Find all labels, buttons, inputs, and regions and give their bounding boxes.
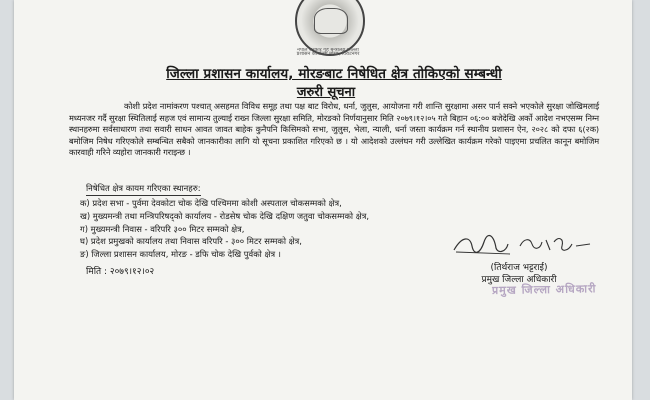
list-item: ख) मुख्यमन्त्री तथा मन्त्रिपरिषद्को कार्यालय - रोडसेष चोक देखि दक्षिण जतुवा चोकसम्मको क्षेत्र, xyxy=(80,210,370,221)
emblem-caption: नेपाल सरकार गृह मन्त्रालय जिल्ला प्रशासन कार्यालय मोरङ, विराटनगर xyxy=(296,48,360,56)
handwritten-signature-icon xyxy=(450,232,600,258)
signatory-name: (तिर्थराज भट्टराई) xyxy=(490,263,548,273)
notice-subtitle: जरुरी सूचना xyxy=(296,85,356,100)
list-item: घ) प्रदेश प्रमुखको कार्यालय तथा निवास वरिपरि - ३०० मिटर सम्मको क्षेत्र, xyxy=(80,236,302,247)
notice-page xyxy=(14,0,632,400)
notice-body-paragraph: कोशी प्रदेश नामांकरण पश्चात् असहमत विविध समूह तथा पक्ष बाट विरोध, धर्ना, जुलुस, आयोजना गरी शान्ति सुरक्षामा असर पार्न सक्ने भएकोले सुरक्षा जोखिमलाई मध्यनजर गर्दै सुरक्षा स्थितिलाई सहज एवं सामान्य तुल्याई राख्न जिल्ला सुरक्षा समिति, मोरङको निर्णयानुसार मिति २०७९।१२।०५ गते बिहान ०६:०० बजेदेखि अर्को आदेश नभएसम्म निम्न स्थानहरुमा सर्वसाधारण तथा सवारी साधन आवत जावत बाहेक कुनैपनि किसिमको सभा, जुलुस, भेला, न्याली, धर्ना जस्ता कार्यक्रम गर्न स्थानीय प्रशासन ऐन, २०२८ को दफा ६(२क) बमोजिम निषेध गरिएकोले सम्बन्धित सबैको जानकारीका लागि यो सूचना प्रकाशित गरिएको छ । यो आदेशको उल्लंघन गरी उल्लेखित कार्यक्रम गरेको पाइएमा प्रचलित कानून बमोजिम कारवाही गरिने व्यहोरा जानकारी गराइन्छ । xyxy=(69,101,599,157)
list-item: ग) मुख्यमन्त्री निवास - वरिपरि ३०० मिटर सम्मको क्षेत्र, xyxy=(80,223,245,234)
emblem-crest xyxy=(314,8,348,34)
official-stamp: प्रमुख जिल्ला अधिकारी xyxy=(491,282,597,298)
notice-title: जिल्ला प्रशासन कार्यालय, मोरङबाट निषेधित क्षेत्र तोकिएको सम्बन्धी xyxy=(166,66,502,82)
list-item: ङ) जिल्ला प्रशासन कार्यालय, मोरङ - डफि चोक देखि पुर्वको क्षेत्र । xyxy=(80,249,281,260)
notice-date: मिति : २०७९।१२।०२ xyxy=(86,267,155,277)
restricted-areas-heading: निषेधित क्षेत्र कायम गरिएका स्थानहरु: xyxy=(86,183,201,196)
signatory-title: प्रमुख जिल्ला अधिकारी xyxy=(481,275,557,285)
list-item: क) प्रदेश सभा - पुर्वमा देवकोटा चोक देखि पश्चिममा कोशी अस्पताल चोकसम्मको क्षेत्र, xyxy=(80,198,342,208)
